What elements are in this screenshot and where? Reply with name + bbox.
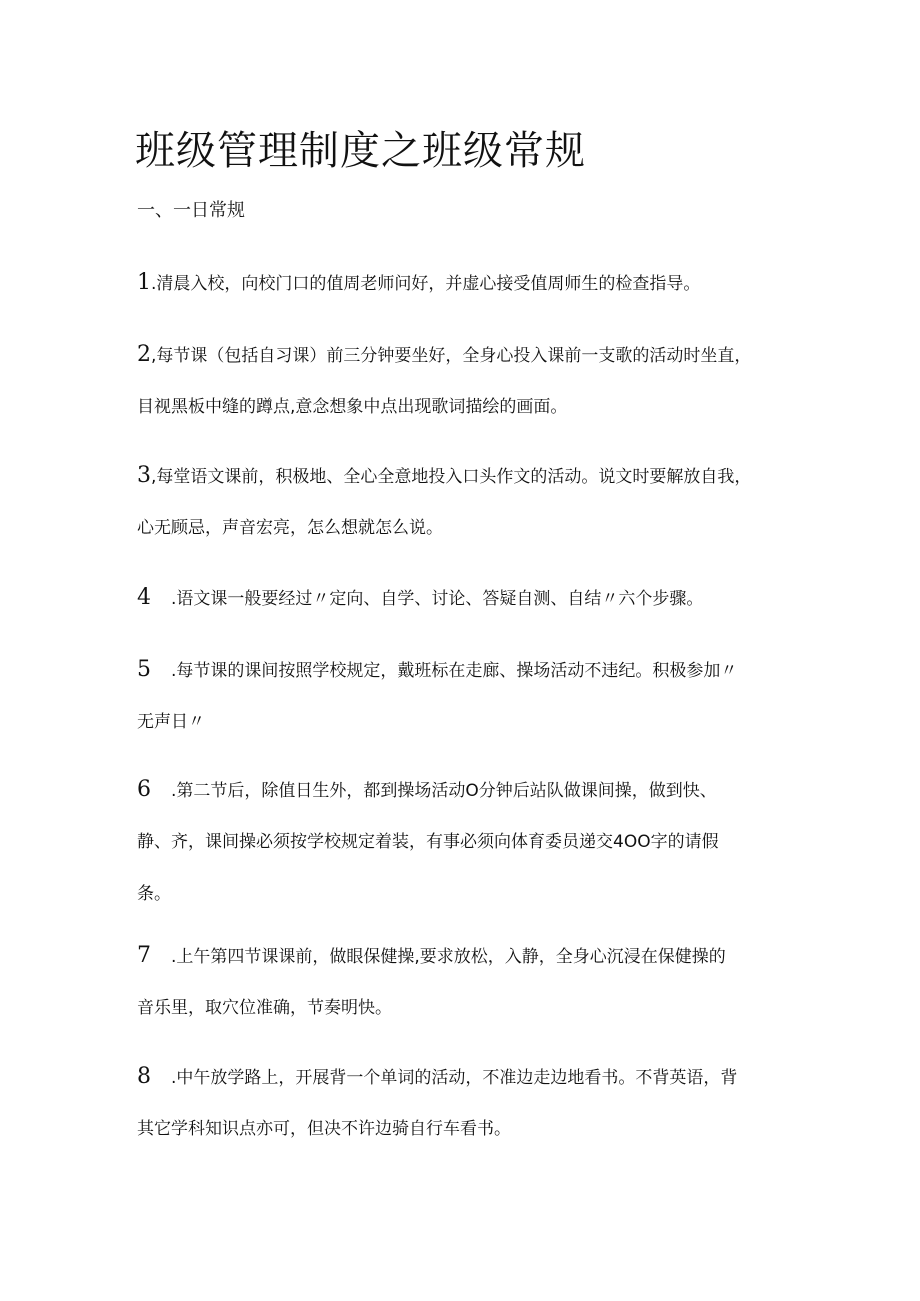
list-item-3 <box>137 450 797 554</box>
item-text-continued: 音乐里，取穴位准确，节奏明快。 <box>137 998 392 1018</box>
item-text-continued: 无声日〃 <box>137 712 205 732</box>
item-text: .清晨入校，向校门口的值周老师问好，并虚心接受值周师生的检查指导。 <box>151 274 701 294</box>
item-number: 3 <box>137 463 151 488</box>
list-item-5 <box>137 644 797 748</box>
item-number: 1 <box>137 270 151 295</box>
item-line <box>137 329 797 381</box>
item-number: 8 <box>137 1064 151 1089</box>
item-line <box>137 257 797 309</box>
item-number: 6 <box>137 777 151 802</box>
section-heading: 一、一日常规 <box>137 200 245 221</box>
item-line <box>137 764 797 816</box>
list-item-7 <box>137 930 797 1034</box>
item-line <box>137 572 797 624</box>
item-text: .每节课的课间按照学校规定，戴班标在走廊、操场活动不违纪。积极参加〃 <box>171 661 738 681</box>
list-item-2 <box>137 329 797 433</box>
item-line <box>137 644 797 696</box>
item-line <box>137 450 797 502</box>
item-number: 2 <box>137 342 151 367</box>
item-text-continued: 静、齐，课间操必须按学校规定着装，有事必须向体育委员递交4OO字的请假 <box>137 832 719 852</box>
item-line <box>137 930 797 982</box>
item-text-continued: 其它学科知识点亦可，但决不许边骑自行车看书。 <box>137 1119 511 1139</box>
item-text-continued: 心无顾忌，声音宏亮，怎么想就怎么说。 <box>137 518 443 538</box>
list-item-6 <box>137 764 797 920</box>
list-item-8 <box>137 1051 797 1155</box>
item-number: 7 <box>137 943 151 968</box>
document-title: 班级管理制度之班级常规 <box>135 128 586 174</box>
item-line <box>137 1051 797 1103</box>
list-item-4 <box>137 572 797 624</box>
item-text: .中午放学路上，开展背一个单词的活动，不准边走边地看书。不背英语，背 <box>171 1068 738 1088</box>
item-number: 4 <box>137 585 151 610</box>
item-number: 5 <box>137 657 151 682</box>
item-text: .上午第四节课课前，做眼保健操,要求放松，入静，全身心沉浸在保健操的 <box>171 947 726 967</box>
item-text: .语文课一般要经过〃定向、自学、讨论、答疑自测、自结〃六个步骤。 <box>171 589 704 609</box>
item-text: ,每堂语文课前，积极地、全心全意地投入口头作文的活动。说文时要解放自我， <box>151 467 752 487</box>
item-text: .第二节后，除值日生外，都到操场活动O分钟后站队做课间操，做到快、 <box>171 781 717 801</box>
item-text-continued: 目视黑板中缝的蹲点,意念想象中点出现歌词描绘的画面。 <box>137 397 568 417</box>
list-item-1 <box>137 257 797 309</box>
item-text: ,每节课（包括自习课）前三分钟要坐好，全身心投入课前一支歌的活动时坐直， <box>151 346 752 366</box>
item-text-continued: 条。 <box>137 884 171 904</box>
